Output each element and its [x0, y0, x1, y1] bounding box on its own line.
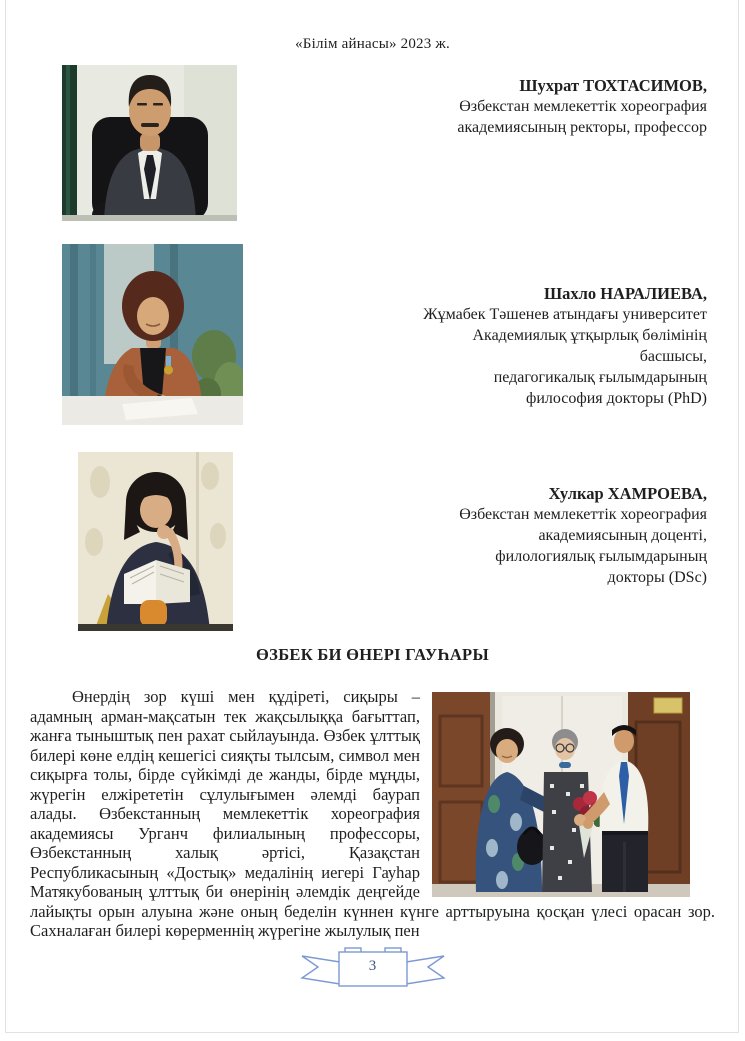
author-desc-line: докторы (DSc) — [607, 569, 707, 586]
footer — [0, 943, 745, 998]
author-name: Хулкар ХАМРОЕВА, — [548, 484, 707, 503]
article-body — [30, 687, 715, 941]
author-desc-line: философия докторы (PhD) — [525, 390, 707, 407]
author-desc-line: Өзбекстан мемлекеттік хореография — [459, 98, 707, 115]
author-desc-line: педагогикалық ғылымдарының — [493, 369, 707, 386]
author-name: Шахло НАРАЛИЕВА, — [543, 284, 707, 303]
author-desc-line: басшысы, — [639, 348, 707, 365]
author-name: Шухрат ТОХТАСИМОВ, — [519, 76, 707, 95]
page-number-ribbon — [298, 943, 448, 993]
author-block-tokhtasimov — [0, 65, 745, 221]
photo-naralieva — [62, 244, 243, 425]
author-info — [243, 244, 745, 409]
author-info — [237, 65, 745, 138]
author-info — [233, 452, 745, 588]
author-block-khamroeva — [0, 452, 745, 631]
article-paragraph: Өнердің зор күші мен құдіреті, сиқыры – адамның арман-мақсатын тек жақсылыққа бағыттап, жанға тыныштық пен рахат сыйлауында. Өзбек ұлттық билері көне елдің кешегісі сияқты тылсым, символ мен сиқырға толы, бірде сүйкімді де жанды, бірде мұңды, жүрегін елжірететін сұлулығымен әлемді баурап алады. Өзбекстанның мемлекеттік хореография академиясы Урганч филиалының профессоры, Өзбекстанның халық әртісі, Қазақстан Республикасының «Достық» медалінің иегері Гауһар Матякубованың ұлттық би өнерінің әлемдік деңгейде лайықты орын алуына және оның беделін күннен күнге арттыруына қосқан үлесі орасан зор. Сахналаған билері көрерменнің жүрегіне жылулық пен — [30, 687, 715, 940]
photo-tokhtasimov — [62, 65, 237, 221]
author-block-naralieva — [0, 244, 745, 425]
author-desc-line: Өзбекстан мемлекеттік хореография — [459, 506, 707, 523]
author-desc-line: академиясының доценті, — [538, 527, 707, 544]
author-desc-line: филологиялық ғылымдарының — [495, 548, 707, 565]
author-desc-line: Жұмабек Тәшенев атындағы университет — [423, 306, 707, 323]
author-desc-line: академиясының ректоры, профессор — [457, 119, 707, 136]
journal-header: «Білім айнасы» 2023 ж. — [295, 36, 450, 52]
author-desc-line: Академиялық ұтқырлық бөлімінің — [472, 327, 707, 344]
page-number: 3 — [368, 957, 377, 974]
photo-khamroeva — [78, 452, 233, 631]
article-title: ӨЗБЕК БИ ӨНЕРІ ГАУҺАРЫ — [256, 645, 489, 664]
photo-award-ceremony — [432, 691, 690, 898]
